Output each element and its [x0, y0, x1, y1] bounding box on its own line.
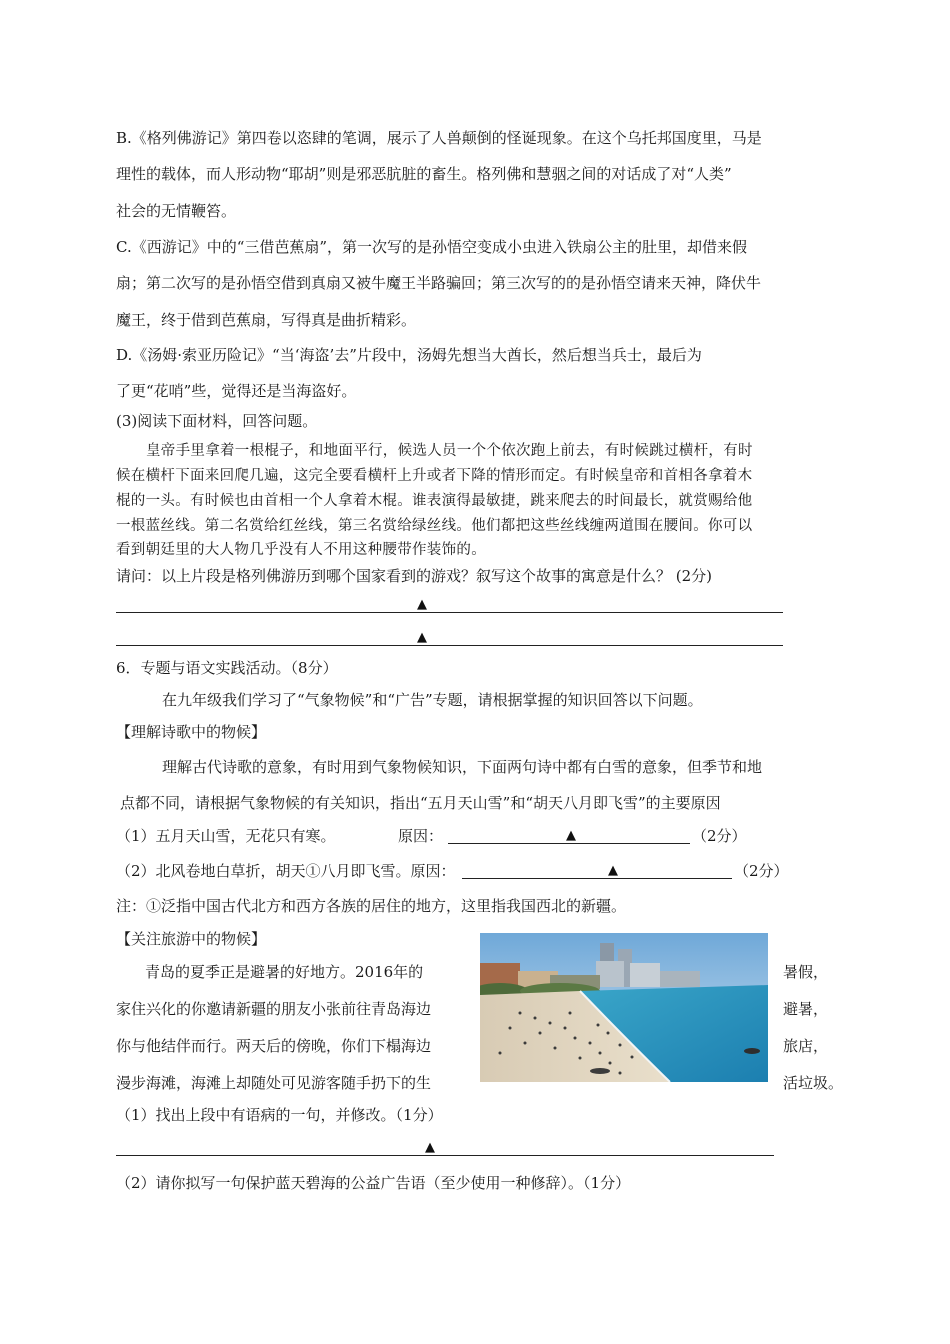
answer-marker-2: ▲ — [417, 630, 427, 645]
option-c-line-2: 扇；第二次写的是孙悟空借到真扇又被牛魔王半路骗回；第三次写的的是孙悟空请来天神，降伏牛 — [116, 274, 762, 292]
section-2-right-line-3: 旅店， — [783, 1037, 829, 1055]
question-6-title: 6．专题与语文实践活动。（8分） — [116, 659, 338, 677]
section-2-heading: 【关注旅游中的物候】 — [116, 930, 267, 948]
section-2-left-line-2: 家住兴化的你邀请新疆的朋友小张前往青岛海边 — [116, 1000, 432, 1018]
answer-line-2[interactable] — [116, 645, 783, 646]
item-1-answer-line[interactable] — [448, 843, 690, 844]
section-2-left-line-4: 漫步海滩，海滩上却随处可见游客随手扔下的生 — [116, 1074, 432, 1092]
question-6-intro: 在九年级我们学习了“气象物候”和“广告”专题，请根据掌握的知识回答以下问题。 — [162, 691, 703, 709]
section-1-text-line-2: 点都不同，请根据气象物候的有关知识，指出“五月天山雪”和“胡天八月即飞雪”的主要原因 — [120, 794, 721, 812]
footnote: 注：①泛指中国古代北方和西方各族的居住的地方，这里指我国西北的新疆。 — [116, 897, 627, 915]
sub-question-1-answer-marker: ▲ — [425, 1140, 435, 1155]
option-d-line-1: D.《汤姆·索亚历险记》“当‘海盗’去”片段中，汤姆先想当大酋长，然后想当兵士，最后为 — [116, 346, 702, 364]
option-b-line-3: 社会的无情鞭笞。 — [116, 202, 237, 220]
sub-question-1-answer-line[interactable] — [116, 1155, 774, 1156]
section-2-right-line-4: 活垃圾。 — [783, 1074, 844, 1092]
item-1-answer-marker: ▲ — [566, 828, 576, 843]
sub-question-3-title: (3)阅读下面材料，回答问题。 — [116, 412, 318, 430]
item-1-text: （1）五月天山雪，无花只有寒。 — [116, 827, 336, 845]
passage-line-2: 候在横杆下面来回爬几遍，这完全要看横杆上升或者下降的情形而定。有时候皇帝和首相各拿着木 — [116, 468, 753, 484]
section-2-left-line-3: 你与他结伴而行。两天后的傍晚，你们下榻海边 — [116, 1037, 432, 1055]
passage-line-5: 看到朝廷里的大人物几乎没有人不用这种腰带作装饰的。 — [116, 542, 486, 558]
option-c-line-3: 魔王，终于借到芭蕉扇，写得真是曲折精彩。 — [116, 311, 417, 329]
item-1-score: （2分） — [692, 827, 747, 845]
option-b-line-2: 理性的载体，而人形动物“耶胡”则是邪恶肮脏的畜生。格列佛和慧骃之间的对话成了对“人类” — [116, 165, 732, 183]
passage-line-1: 皇帝手里拿着一根棍子，和地面平行，候选人员一个个依次跑上前去，有时候跳过横杆，有时 — [146, 443, 753, 459]
answer-marker-1: ▲ — [417, 597, 427, 612]
section-1-text-line-1: 理解古代诗歌的意象，有时用到气象物候知识，下面两句诗中都有白雪的意象，但季节和地 — [162, 758, 763, 776]
passage-line-3: 棍的一头。有时候也由首相一个人拿着木棍。谁表演得最敏捷，跳来爬去的时间最长，就赏赐给他 — [116, 493, 753, 509]
option-c-line-1: C.《西游记》中的“三借芭蕉扇”，第一次写的是孙悟空变成小虫进入铁扇公主的肚里，却借来假 — [116, 238, 748, 256]
option-d-line-2: 了更“花哨”些，觉得还是当海盗好。 — [116, 382, 357, 400]
section-2-right-line-1: 暑假， — [783, 963, 829, 981]
section-1-heading: 【理解诗歌中的物候】 — [116, 723, 267, 741]
section-2-left-line-1: 青岛的夏季正是避暑的好地方。2016年的 — [145, 963, 424, 981]
item-2-score: （2分） — [734, 862, 789, 880]
passage-line-4: 一根蓝丝线。第二名赏给红丝线，第三名赏给绿丝线。他们都把这些丝线缠两道围在腰间。你可以 — [116, 518, 753, 534]
item-2-answer-line[interactable] — [462, 878, 732, 879]
option-b-line-1: B.《格列佛游记》第四卷以恣肆的笔调，展示了人兽颠倒的怪诞现象。在这个乌托邦国度里，马是 — [116, 129, 762, 147]
sub-question-1: （1）找出上段中有语病的一句，并修改。（1分） — [116, 1106, 443, 1124]
item-1-reason-label: 原因： — [398, 827, 444, 845]
item-2-text: （2）北风卷地白草折，胡天①八月即飞雪。原因： — [116, 862, 456, 880]
question-5-3: 请问：以上片段是格列佛游历到哪个国家看到的游戏？叙写这个故事的寓意是什么？ (2分) — [116, 567, 713, 585]
item-2-answer-marker: ▲ — [608, 863, 618, 878]
section-2-right-line-2: 避暑， — [783, 1000, 829, 1018]
answer-line-1[interactable] — [116, 612, 783, 613]
beach-photo — [480, 933, 768, 1082]
sub-question-2: （2）请你拟写一句保护蓝天碧海的公益广告语（至少使用一种修辞）。（1分） — [116, 1174, 631, 1192]
